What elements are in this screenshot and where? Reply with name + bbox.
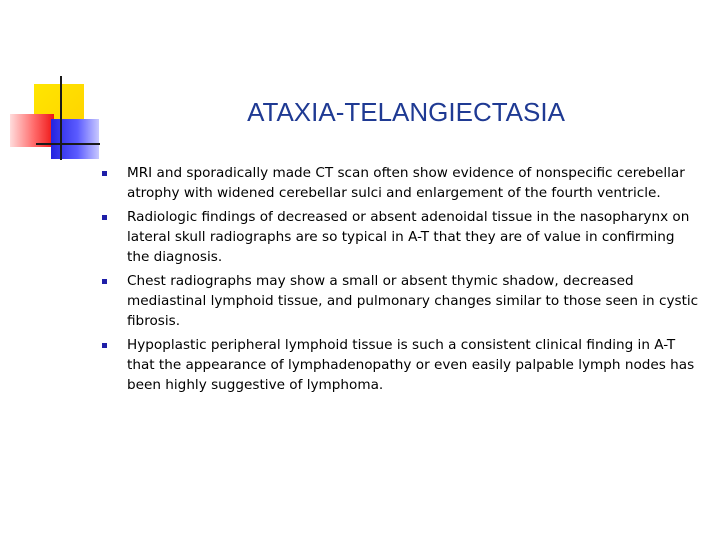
square-bullet-icon xyxy=(102,343,107,348)
square-bullet-icon xyxy=(102,215,107,220)
bullet-text-2: Radiologic findings of decreased or absent adenoidal tissue in the nasopharynx on lateral skull radiographs are so typical in A-T that they are of value in confirming the diagnosis. xyxy=(127,209,690,265)
bullet-text-1: MRI and sporadically made CT scan often show evidence of nonspecific cerebellar atrophy with widened cerebellar sulci and enlargement of the fourth ventricle. xyxy=(127,165,685,201)
vertical-line-decoration xyxy=(60,76,62,160)
horizontal-line-decoration xyxy=(36,143,100,145)
bullet-item-2 xyxy=(100,207,700,267)
bullet-item-3 xyxy=(100,271,700,331)
blue-square-decoration xyxy=(51,119,99,159)
square-bullet-icon xyxy=(102,279,107,284)
bullet-list xyxy=(100,163,700,399)
slide-title: ATAXIA-TELANGIECTASIA xyxy=(247,97,565,127)
bullet-item-4 xyxy=(100,335,700,395)
bullet-text-4: Hypoplastic peripheral lymphoid tissue is such a consistent clinical finding in A-T that the appearance of lymphadenopathy or even easily palpable lymph nodes has been highly suggestive of lymphoma. xyxy=(127,337,695,393)
square-bullet-icon xyxy=(102,171,107,176)
bullet-text-3: Chest radiographs may show a small or absent thymic shadow, decreased mediastinal lymphoid tissue, and pulmonary changes similar to those seen in cystic fibrosis. xyxy=(127,273,699,329)
bullet-item-1 xyxy=(100,163,700,203)
